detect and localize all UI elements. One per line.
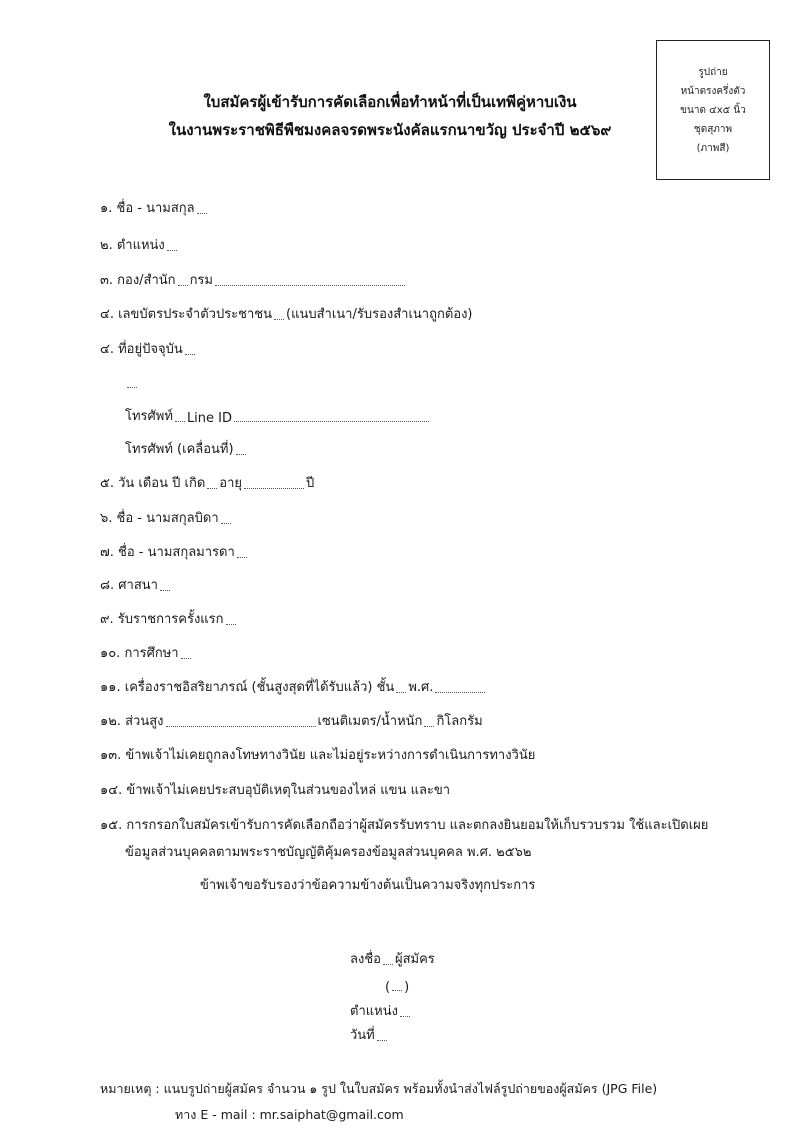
statement-15-line-2: ข้อมูลส่วนบุคคลตามพระราชบัญญัติคุ้มครองข้อมูลส่วนบุคคล พ.ศ. ๒๕๖๒ <box>125 845 532 860</box>
photo-box-line: ชุดสุภาพ <box>693 123 733 135</box>
field-religion <box>100 573 665 595</box>
field-name <box>100 196 665 218</box>
field-first-service <box>100 607 665 629</box>
fill-line[interactable] <box>424 726 434 727</box>
fill-line[interactable] <box>226 624 236 625</box>
statement-15-line-1: ๑๕. การกรอกใบสมัครเข้ารับการคัดเลือกถือว่าผู้สมัครรับทราบ และตกลงยินยอมให้เก็บรวบรวม ใช้และเปิดเผย <box>100 818 709 833</box>
field-label: ๗. ชื่อ - นามสกุลมารดา <box>100 545 235 560</box>
field-label: ๑. ชื่อ - นามสกุล <box>100 201 195 216</box>
fill-line[interactable] <box>392 990 402 991</box>
fill-line[interactable] <box>166 726 316 727</box>
fill-line[interactable] <box>221 523 231 524</box>
signature-position-line <box>350 999 655 1021</box>
statement-13: ๑๓. ข้าพเจ้าไม่เคยถูกลงโทษทางวินัย และไม่อยู่ระหว่างการดำเนินการทางวินัย <box>100 748 536 763</box>
field-label: อายุ <box>219 476 243 491</box>
form-title-line-1: ใบสมัครผู้เข้ารับการคัดเลือกเพื่อทำหน้าที่เป็นเทพีคู่หาบเงิน <box>203 93 577 111</box>
photo-placeholder-box <box>656 40 770 180</box>
field-label: Line ID <box>186 411 233 426</box>
fill-line[interactable] <box>167 250 177 251</box>
photo-box-line: ขนาด ๔x๕ นิ้ว <box>680 104 746 116</box>
fill-line[interactable] <box>274 319 284 320</box>
fill-line[interactable] <box>127 387 137 388</box>
fill-line[interactable] <box>197 213 207 214</box>
field-label: ปี <box>306 476 315 491</box>
field-mobile <box>125 437 670 459</box>
field-label: ๔. ที่อยู่ปัจจุบัน <box>100 342 183 357</box>
field-label: เซนติเมตร/น้ำหนัก <box>317 714 423 729</box>
field-label: กรม <box>189 273 213 288</box>
fill-line[interactable] <box>396 692 406 693</box>
field-phone <box>125 404 670 426</box>
field-label: ๑๒. ส่วนสูง <box>100 714 164 729</box>
field-height-weight <box>100 709 665 731</box>
fill-line[interactable] <box>207 488 217 489</box>
fill-line[interactable] <box>178 285 188 286</box>
field-address-line-2 <box>125 370 665 392</box>
field-label: ๑๑. เครื่องราชอิสริยาภรณ์ (ชั้นสูงสุดที่ได้รับแล้ว) ชั้น <box>100 680 395 695</box>
fill-line[interactable] <box>175 421 185 422</box>
field-label: ๔. เลขบัตรประจำตัวประชาชน <box>100 307 273 322</box>
field-position <box>100 233 665 255</box>
fill-line[interactable] <box>215 285 405 286</box>
field-education <box>100 641 665 663</box>
photo-box-line: (ภาพสี) <box>696 142 730 154</box>
signature-line <box>350 947 712 969</box>
field-address <box>100 337 665 359</box>
field-decoration <box>100 675 665 697</box>
field-label: ๓. กอง/สำนัก <box>100 273 176 288</box>
photo-box-line: หน้าตรงครึ่งตัว <box>680 85 746 97</box>
field-label: ๑๐. การศึกษา <box>100 646 179 661</box>
fill-line[interactable] <box>244 488 304 489</box>
certification-text: ข้าพเจ้าขอรับรองว่าข้อความข้างต้นเป็นความจริงทุกประการ <box>200 878 536 893</box>
fill-line[interactable] <box>435 692 485 693</box>
field-division <box>100 268 665 290</box>
field-label: พ.ศ. <box>408 680 434 695</box>
fill-line[interactable] <box>160 590 170 591</box>
fill-line[interactable] <box>185 354 195 355</box>
field-label: ๘. ศาสนา <box>100 578 158 593</box>
field-label: โทรศัพท์ <box>125 409 173 424</box>
field-birthdate <box>100 471 665 493</box>
field-label: ๕. วัน เดือน ปี เกิด <box>100 476 206 491</box>
position-label: ตำแหน่ง <box>350 1004 398 1019</box>
field-label: ๖. ชื่อ - นามสกุลบิดา <box>100 511 219 526</box>
field-label: (แนบสำเนา/รับรองสำเนาถูกต้อง) <box>286 307 473 322</box>
field-id-card <box>100 302 665 324</box>
field-mother-name <box>100 540 730 562</box>
printed-name-line <box>385 973 663 995</box>
fill-line[interactable] <box>236 454 246 455</box>
field-label: โทรศัพท์ (เคลื่อนที่) <box>125 442 234 457</box>
statement-14: ๑๔. ข้าพเจ้าไม่เคยประสบอุบัติเหตุในส่วนของไหล่ แขน และขา <box>100 783 451 798</box>
fill-line[interactable] <box>234 421 429 422</box>
footnote-line-1: หมายเหตุ : แนบรูปถ่ายผู้สมัคร จำนวน ๑ รูป ในใบสมัคร พร้อมทั้งนำส่งไฟล์รูปถ่ายของผู้สมัคร (JPG File) <box>100 1081 658 1096</box>
applicant-label: ผู้สมัคร <box>394 952 435 967</box>
field-label: ๙. รับราชการครั้งแรก <box>100 612 224 627</box>
field-label: ๒. ตำแหน่ง <box>100 238 165 253</box>
signature-date-line <box>350 1023 655 1045</box>
paren-open: ( <box>385 980 391 995</box>
form-title-line-2: ในงานพระราชพิธีพืชมงคลจรดพระนังคัลแรกนาขวัญ ประจำปี ๒๕๖๙ <box>168 121 612 139</box>
fill-line[interactable] <box>400 1016 410 1017</box>
fill-line[interactable] <box>377 1040 387 1041</box>
photo-box-line: รูปถ่าย <box>698 66 728 78</box>
date-label: วันที่ <box>350 1028 375 1043</box>
footnote-line-2: ทาง E - mail : mr.saiphat@gmail.com <box>175 1107 404 1122</box>
field-label: กิโลกรัม <box>436 714 483 729</box>
fill-line[interactable] <box>383 964 393 965</box>
fill-line[interactable] <box>237 557 247 558</box>
signature-label: ลงชื่อ <box>350 952 381 967</box>
fill-line[interactable] <box>181 658 191 659</box>
field-father-name <box>100 506 730 528</box>
paren-close: ) <box>404 980 410 995</box>
